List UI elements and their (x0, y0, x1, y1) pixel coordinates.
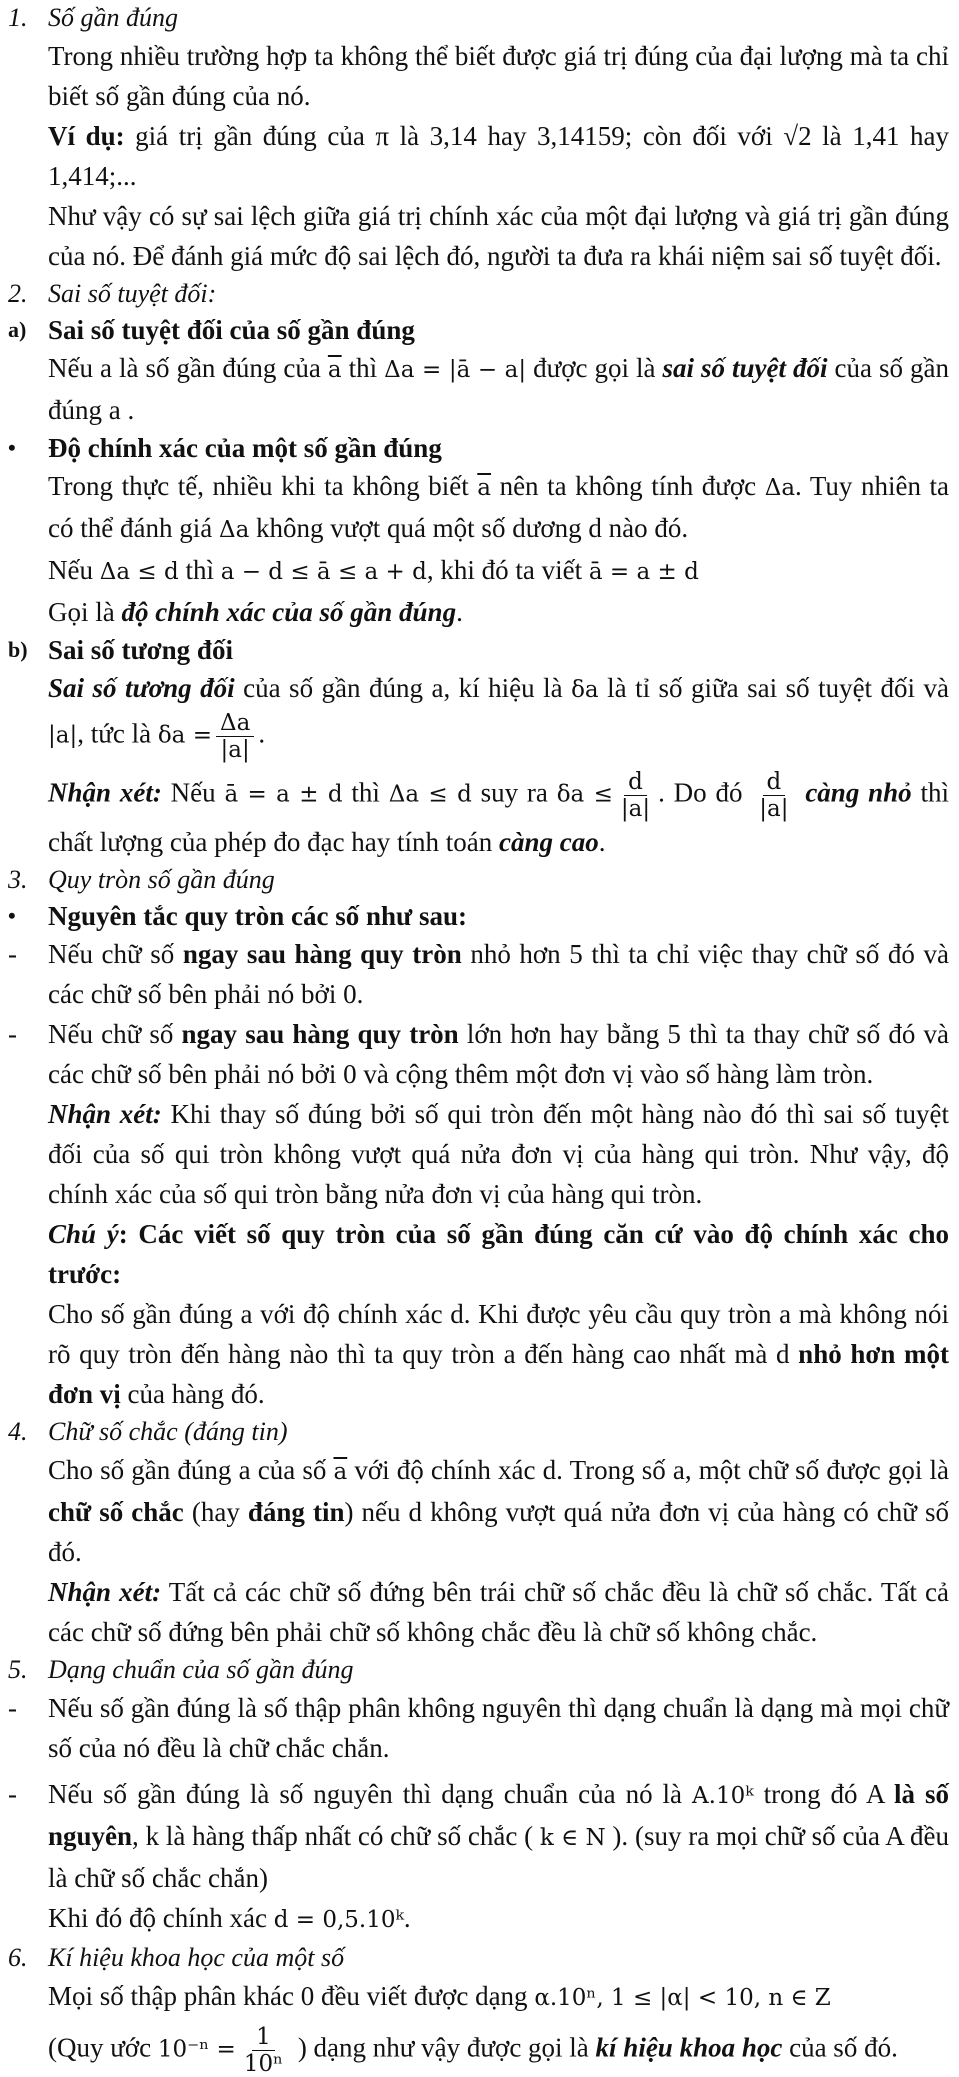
text: Nếu số gần đúng là số nguyên thì dạng chuẩn của nó là (48, 1779, 693, 1809)
text: Mọi số thập phân khác 0 đều viết được dạng (48, 1981, 535, 2011)
emphasis: ngay sau hàng quy tròn (182, 939, 462, 969)
text: là tỉ số giữa sai số tuyệt đối và (598, 673, 949, 703)
text: thì chất lượng của phép đo đạc hay tính toán (48, 777, 949, 857)
section-title: Quy tròn số gần đúng (48, 865, 275, 894)
numerator: d (624, 769, 647, 796)
text: của số gần đúng a, kí hiệu là (234, 673, 572, 703)
notation: ā = a ± d (588, 559, 699, 585)
remark-label: Nhận xét: (48, 1577, 162, 1607)
section-title: Sai số tuyệt đối: (48, 279, 217, 308)
dash-icon: - (8, 939, 17, 969)
text: (Quy ước (48, 2032, 158, 2063)
text: thì (342, 777, 389, 808)
term: đáng tin (247, 1497, 345, 1527)
text: Nếu (48, 555, 100, 585)
text: ) dạng như vậy được gọi là (291, 2032, 596, 2063)
text (797, 778, 806, 808)
delta: Δa (218, 517, 250, 543)
note-paragraph (8, 1214, 949, 1294)
note-label: Chú ý (48, 1219, 119, 1249)
fraction (755, 769, 792, 822)
subsection-title: Sai số tương đối (48, 635, 233, 665)
text: Cho số gần đúng a với độ chính xác d. Khi được yêu cầu quy tròn a mà không nói rõ quy tròn đến hàng nào thì ta quy tròn a đến hàng cao nhất mà d (48, 1299, 949, 1369)
paragraph (8, 1976, 949, 2018)
text: của số gần đúng a . (48, 353, 949, 425)
section-6-heading (8, 1940, 949, 1976)
dash-icon: - (8, 1779, 17, 1809)
text: . (456, 597, 463, 627)
emphasis: càng nhỏ (805, 777, 912, 808)
text: Khi đó độ chính xác (48, 1903, 274, 1933)
text: Gọi là (48, 597, 122, 627)
denominator: |a| (759, 796, 789, 822)
section-title: Dạng chuẩn của số gần đúng (48, 1655, 354, 1684)
text: không vượt quá một số dương d nào đó. (249, 513, 689, 543)
paragraph (8, 592, 949, 632)
formula: α.10ⁿ, 1 ≤ |α| < 10, n ∈ Z (534, 1985, 831, 2011)
emphasis: nhỏ hơn một đơn vị (48, 1339, 950, 1409)
section-5-heading (8, 1652, 949, 1688)
text: . (598, 827, 606, 857)
section-3-heading (8, 862, 949, 898)
list-item (8, 1014, 949, 1094)
inequality: a − d ≤ ā ≤ a + d (220, 559, 427, 585)
section-title: Kí hiệu khoa học của một số (48, 1943, 345, 1972)
text: được gọi là (526, 353, 663, 383)
paragraph: Như vậy có sự sai lệch giữa giá trị chính xác của một đại lượng và giá trị gần đúng của nó. Để đánh giá mức độ sai lệch đó, người ta đưa ra khái niệm sai số tuyệt đối. (48, 201, 949, 271)
fraction (216, 710, 254, 763)
list-text (48, 934, 949, 1014)
text: Tất cả các chữ số đứng bên trái chữ số chắc đều là chữ số chắc. Tất cả các chữ số đứng bên phải chữ số không chắc đều là chữ số không chắc. (48, 1577, 949, 1647)
abs-a: |a| (48, 722, 78, 749)
dash-icon: - (8, 1019, 17, 1049)
dash-icon: - (8, 1693, 17, 1723)
formula-lhs: 10⁻ⁿ = (157, 2036, 236, 2063)
remark-label: Nhận xét: (48, 777, 162, 808)
text: lớn hơn hay bằng 5 thì ta thay chữ số đó và các chữ số bên phải nó bởi 0 và cộng thêm một đơn vị vào số hàng làm tròn. (48, 1019, 949, 1089)
list-text: Nếu số gần đúng là số thập phân không nguyên thì dạng chuẩn là dạng mà mọi chữ số của nó đều là chữ chắc chắn. (48, 1693, 949, 1763)
text: trong đó A (753, 1779, 895, 1809)
text: ). (suy ra mọi chữ số của A đều là chữ số chắc chắn) (48, 1821, 949, 1893)
formula: d = 0,5.10ᵏ (273, 1907, 404, 1933)
emphasis: là số nguyên (48, 1779, 950, 1851)
paragraph (8, 1450, 949, 1572)
section-4-heading (8, 1414, 949, 1450)
bullet-icon: • (8, 435, 16, 460)
section-number: 3. (8, 865, 28, 894)
paragraph (8, 2024, 949, 2077)
numerator: Δa (216, 710, 254, 737)
text: (hay (183, 1497, 248, 1527)
text: . Tuy nhiên ta có thể đánh giá (48, 471, 949, 543)
fraction (240, 2024, 287, 2077)
numerator: 1 (252, 2024, 275, 2051)
list-text (48, 1014, 949, 1094)
text: Khi thay số đúng bởi số qui tròn đến một hàng nào đó thì sai số tuyệt đối của số qui tròn không vượt quá nửa đơn vị của hàng qui tròn. Như vậy, độ chính xác của số qui tròn bằng nửa đơn vị của hàng qui tròn. (48, 1099, 949, 1209)
text: Nếu chữ số (48, 939, 183, 969)
subsection-title: Sai số tuyệt đối của số gần đúng (48, 315, 415, 345)
subsection-b-heading (8, 632, 949, 668)
text: . Do đó (658, 777, 752, 808)
list-item (8, 1688, 949, 1768)
text: , k là hàng thấp nhất có chữ số chắc ( (132, 1821, 540, 1851)
text: . (258, 718, 266, 749)
text: thì (178, 555, 221, 585)
term: chữ số chắc (48, 1497, 184, 1527)
text: , khi đó ta viết (426, 555, 589, 585)
paragraph (8, 668, 949, 763)
subsection-number: b) (8, 637, 28, 662)
remark-label: Nhận xét: (48, 1099, 162, 1129)
example-label: Ví dụ: (48, 121, 125, 151)
subsection-title: Nguyên tắc quy tròn các số như sau: (48, 901, 467, 931)
term: sai số tuyệt đối (662, 353, 828, 383)
subsection-heading (8, 430, 949, 466)
subsection-number: a) (8, 317, 27, 342)
subsection-heading (8, 898, 949, 934)
text: Nếu a là số gần đúng của (48, 353, 328, 383)
remark-paragraph (8, 1094, 949, 1214)
section-number: 5. (8, 1655, 28, 1684)
paragraph (8, 348, 949, 430)
symbol: δa (571, 677, 599, 703)
list-item (8, 934, 949, 1014)
a-bar: $\overline{a}$ (477, 475, 492, 501)
paragraph: Trong nhiều trường hợp ta không thể biết được giá trị đúng của đại lượng mà ta chỉ biết số gần đúng của nó. (48, 41, 949, 111)
emphasis: càng cao (499, 827, 599, 857)
formula: Δa = |ā − a| (384, 357, 527, 383)
term: kí hiệu khoa học (595, 2032, 783, 2063)
section-title: Chữ số chắc (đáng tin) (48, 1417, 288, 1446)
term: Sai số tương đối (48, 673, 235, 703)
section-1-heading (8, 0, 949, 36)
a-bar: $\overline{a}$ (327, 357, 342, 383)
text: Trong thực tế, nhiều khi ta không biết (48, 471, 478, 501)
section-2-heading (8, 276, 949, 312)
text: nhỏ hơn 5 thì ta chỉ việc thay chữ số đó và các chữ số bên phải nó bởi 0. (48, 939, 949, 1009)
text: suy ra (471, 777, 557, 808)
text: Cho số gần đúng a của số (48, 1455, 334, 1485)
a-bar: $\overline{a}$ (333, 1459, 348, 1485)
subsection-title: Độ chính xác của một số gần đúng (48, 433, 442, 463)
section-number: 6. (8, 1943, 28, 1972)
paragraph (8, 466, 949, 550)
text: thì (341, 353, 385, 383)
denominator: 10ⁿ (243, 2051, 284, 2077)
example-text: giá trị gần đúng của π là 3,14 hay 3,14159; còn đối với √2 là 1,41 hay 1,414;... (48, 121, 949, 191)
text: . (403, 1903, 411, 1933)
text: Nếu chữ số (48, 1019, 182, 1049)
formula: k ∈ N (539, 1825, 606, 1851)
formula-lhs: δa = (157, 722, 212, 749)
text: ) nếu d không vượt quá nửa đơn vị của hàng có chữ số đó. (48, 1497, 949, 1567)
numerator: d (763, 769, 786, 796)
text: của số đó. (782, 2032, 898, 2063)
text: với độ chính xác d. Trong số a, một chữ số được gọi là (347, 1455, 950, 1485)
paragraph (8, 550, 949, 592)
denominator: |a| (620, 796, 651, 822)
paragraph (8, 1898, 949, 1940)
condition: Δa ≤ d (99, 559, 179, 585)
remark-paragraph (8, 769, 949, 862)
example-paragraph (8, 116, 949, 196)
formula: A.10ᵏ (692, 1783, 754, 1809)
section-title: Số gần đúng (48, 3, 178, 32)
fraction (617, 769, 654, 822)
formula: ā = a ± d (224, 781, 343, 808)
text: của hàng đó. (120, 1379, 265, 1409)
bullet-icon: • (8, 903, 16, 928)
condition: Δa ≤ d (388, 781, 472, 808)
subsection-a-heading (8, 312, 949, 348)
formula-lhs: δa ≤ (556, 781, 613, 808)
list-item (8, 1774, 949, 1898)
text: , tức là (77, 718, 158, 749)
term: độ chính xác của số gần đúng (121, 597, 457, 627)
paragraph (8, 1294, 949, 1414)
denominator: |a| (220, 737, 250, 763)
remark-paragraph (8, 1572, 949, 1652)
text: Nếu (161, 777, 225, 808)
section-number: 4. (8, 1417, 28, 1446)
section-number: 1. (8, 3, 28, 32)
note-text: : Các viết số quy tròn của số gần đúng căn cứ vào độ chính xác cho trước: (48, 1219, 949, 1289)
emphasis: ngay sau hàng quy tròn (181, 1019, 459, 1049)
text: nên ta không tính được (491, 471, 765, 501)
delta: Δa (764, 475, 796, 501)
section-number: 2. (8, 279, 28, 308)
list-text (48, 1774, 949, 1898)
